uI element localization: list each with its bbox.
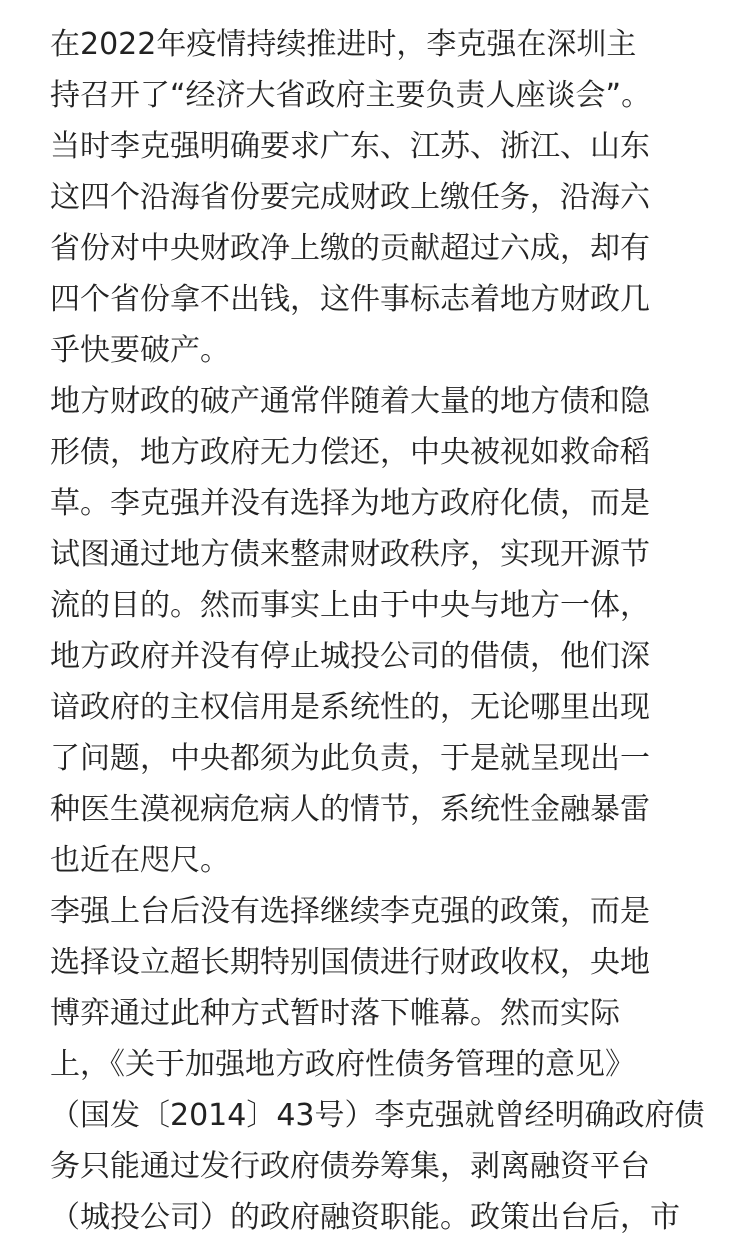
text-line: 在2022年疫情持续推进时，李克强在深圳主: [50, 27, 637, 62]
text-line: 李强上台后没有选择继续李克强的政策，而是: [50, 894, 650, 929]
text-line: （国发〔2014〕43号）李克强就曾经明确政府债: [50, 1098, 705, 1133]
text-line: 乎快要破产。: [50, 333, 230, 368]
text-line: （城投公司）的政府融资职能。政策出台后，市: [50, 1200, 680, 1235]
text-line: 流的目的。然而事实上由于中央与地方一体，: [50, 588, 650, 623]
text-line: 草。李克强并没有选择为地方政府化债，而是: [50, 486, 650, 521]
text-line: 种医生漠视病危病人的情节，系统性金融暴雷: [50, 792, 650, 827]
text-line: 上，《关于加强地方政府性债务管理的意见》: [50, 1047, 635, 1082]
text-line: 试图通过地方债来整肃财政秩序，实现开源节: [50, 537, 650, 572]
text-line: 选择设立超长期特别国债进行财政收权，央地: [50, 945, 650, 980]
text-line: 博弈通过此种方式暂时落下帷幕。然而实际: [50, 996, 620, 1031]
text-line: 谙政府的主权信用是系统性的，无论哪里出现: [50, 690, 650, 725]
text-line: 地方财政的破产通常伴随着大量的地方债和隐: [50, 384, 650, 419]
text-line: 四个省份拿不出钱，这件事标志着地方财政几: [50, 282, 650, 317]
text-line: 务只能通过发行政府债券筹集，剥离融资平台: [50, 1149, 650, 1184]
text-line: 持召开了“经济大省政府主要负责人座谈会”。: [50, 78, 652, 113]
text-line: 当时李克强明确要求广东、江苏、浙江、山东: [50, 129, 650, 164]
text-line: 地方政府并没有停止城投公司的借债，他们深: [50, 639, 650, 674]
text-line: 也近在咫尺。: [50, 843, 230, 878]
text-line: 了问题，中央都须为此负责，于是就呈现出一: [50, 741, 650, 776]
text-line: 形债，地方政府无力偿还，中央被视如救命稻: [50, 435, 650, 470]
text-line: 省份对中央财政净上缴的贡献超过六成，却有: [50, 231, 650, 266]
text-line: 这四个沿海省份要完成财政上缴任务，沿海六: [50, 180, 650, 215]
